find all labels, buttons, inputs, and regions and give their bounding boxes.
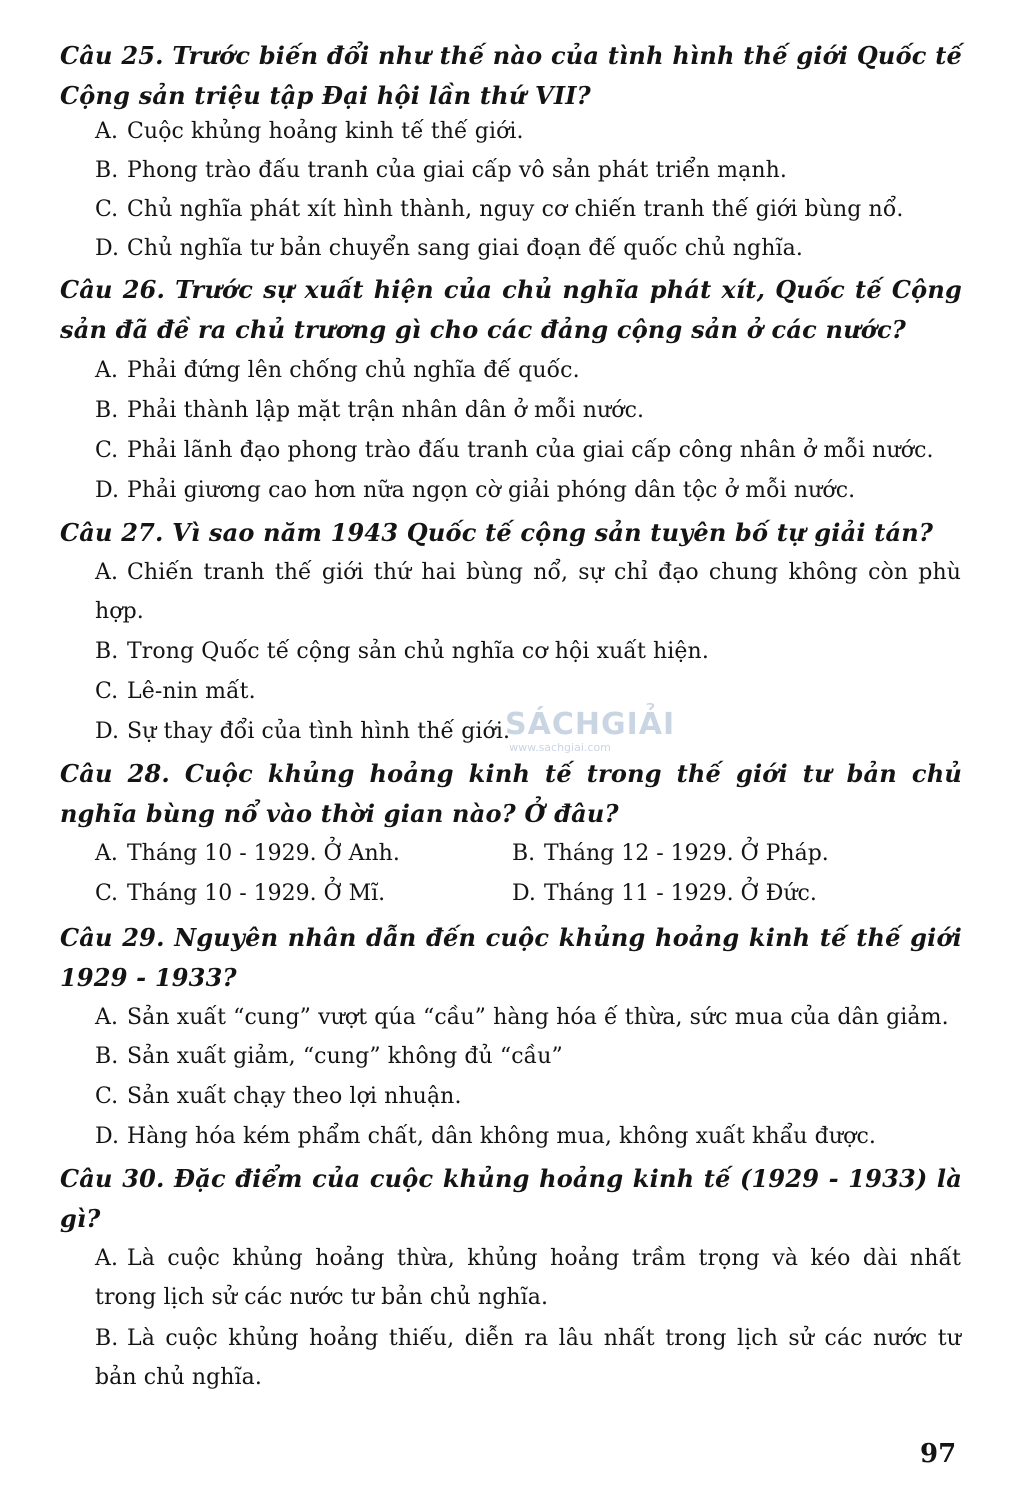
option-letter: B.: [512, 841, 536, 866]
option-text: Là cuộc khủng hoảng thiếu, diễn ra lâu nhất trong lịch sử các nước tư bản chủ nghĩa.: [95, 1326, 961, 1390]
question-25-option-b: [95, 151, 961, 190]
question-30-title: Câu 30. Đặc điểm của cuộc khủng hoảng kinh tế (1929 - 1933) là gì?: [60, 1164, 962, 1233]
option-text: Chủ nghĩa tư bản chuyển sang giai đoạn đế quốc chủ nghĩa.: [127, 236, 803, 261]
question-28-option-b: [512, 834, 829, 873]
option-letter: B.: [95, 639, 119, 664]
option-letter: A.: [95, 841, 118, 866]
question-28-title: Câu 28. Cuộc khủng hoảng kinh tế trong thế giới tư bản chủ nghĩa bùng nổ vào thời gian nào? Ở đâu?: [60, 759, 962, 828]
option-letter: B.: [95, 158, 119, 183]
question-26-option-d: [95, 471, 961, 510]
question-25-option-d: [95, 229, 961, 268]
option-text: Phong trào đấu tranh của giai cấp vô sản phát triển mạnh.: [127, 158, 787, 183]
option-text: Phải đứng lên chống chủ nghĩa đế quốc.: [127, 358, 580, 383]
question-29-title: Câu 29. Nguyên nhân dẫn đến cuộc khủng hoảng kinh tế thế giới 1929 - 1933?: [60, 923, 962, 992]
question-29-option-c: [95, 1077, 961, 1116]
option-letter: B.: [95, 398, 119, 423]
question-26-option-b: [95, 391, 961, 430]
option-letter: D.: [95, 719, 120, 744]
option-letter: C.: [95, 438, 119, 463]
option-text: Phải giương cao hơn nữa ngọn cờ giải phóng dân tộc ở mỗi nước.: [127, 478, 856, 503]
question-25-option-c: [95, 190, 961, 229]
question-29-option-a: [95, 998, 961, 1037]
option-text: Tháng 10 - 1929. Ở Mĩ.: [127, 881, 386, 906]
option-text: Phải thành lập mặt trận nhân dân ở mỗi nước.: [127, 398, 645, 423]
option-letter: B.: [95, 1326, 119, 1351]
question-30-option-a: [95, 1239, 961, 1317]
option-text: Lê-nin mất.: [127, 679, 256, 704]
question-27-option-c: [95, 672, 961, 711]
option-text: Sự thay đổi của tình hình thế giới.: [127, 719, 511, 744]
option-text: Chủ nghĩa phát xít hình thành, nguy cơ chiến tranh thế giới bùng nổ.: [127, 197, 904, 222]
option-text: Tháng 12 - 1929. Ở Pháp.: [544, 841, 829, 866]
option-letter: C.: [95, 197, 119, 222]
option-text: Chiến tranh thế giới thứ hai bùng nổ, sự chỉ đạo chung không còn phù hợp.: [95, 560, 961, 624]
page-number: 97: [920, 1439, 957, 1469]
option-text: Tháng 10 - 1929. Ở Anh.: [127, 841, 400, 866]
option-text: Sản xuất chạy theo lợi nhuận.: [127, 1084, 462, 1109]
question-30-option-b: [95, 1319, 961, 1397]
option-text: Phải lãnh đạo phong trào đấu tranh của giai cấp công nhân ở mỗi nước.: [127, 438, 934, 463]
option-letter: C.: [95, 881, 119, 906]
option-text: Hàng hóa kém phẩm chất, dân không mua, không xuất khẩu được.: [127, 1124, 876, 1149]
watermark-logo: [505, 707, 676, 754]
option-letter: D.: [95, 236, 120, 261]
option-text: Cuộc khủng hoảng kinh tế thế giới.: [127, 119, 524, 144]
question-26-title: Câu 26. Trước sự xuất hiện của chủ nghĩa phát xít, Quốc tế Cộng sản đã đề ra chủ trương gì cho các đảng cộng sản ở các nước?: [60, 275, 962, 344]
option-letter: D.: [95, 1124, 120, 1149]
question-28-option-a: [95, 834, 400, 873]
question-29-option-d: [95, 1117, 961, 1156]
option-letter: B.: [95, 1044, 119, 1069]
option-text: Sản xuất giảm, “cung” không đủ “cầu”: [127, 1044, 563, 1069]
question-27-option-a: [95, 553, 961, 631]
question-28-option-c: [95, 874, 385, 913]
option-letter: A.: [95, 1005, 119, 1030]
question-28-option-d: [512, 874, 817, 913]
option-letter: A.: [95, 1246, 119, 1271]
option-letter: C.: [95, 679, 119, 704]
question-26-option-c: [95, 431, 961, 470]
option-letter: A.: [95, 119, 119, 144]
question-29-option-b: [95, 1037, 961, 1076]
option-text: Sản xuất “cung” vượt qúa “cầu” hàng hóa ế thừa, sức mua của dân giảm.: [127, 1005, 949, 1030]
option-letter: A.: [95, 560, 119, 585]
question-27-title: Câu 27. Vì sao năm 1943 Quốc tế cộng sản tuyên bố tự giải tán?: [60, 518, 934, 547]
question-27-option-b: [95, 632, 961, 671]
option-letter: D.: [512, 881, 536, 906]
watermark-url: www.sachgiai.com: [509, 741, 611, 754]
option-letter: A.: [95, 358, 119, 383]
option-text: Là cuộc khủng hoảng thừa, khủng hoảng trầm trọng và kéo dài nhất trong lịch sử các nước tư bản chủ nghĩa.: [95, 1246, 961, 1310]
question-26-option-a: [95, 351, 961, 390]
option-text: Tháng 11 - 1929. Ở Đức.: [544, 881, 817, 906]
watermark-brand: SÁCHGIẢI: [505, 707, 676, 742]
option-letter: C.: [95, 1084, 119, 1109]
question-25-option-a: [95, 112, 961, 151]
option-letter: D.: [95, 478, 120, 503]
question-25-title: Câu 25. Trước biến đổi như thế nào của tình hình thế giới Quốc tế Cộng sản triệu tập Đại hội lần thứ VII?: [60, 41, 962, 110]
option-text: Trong Quốc tế cộng sản chủ nghĩa cơ hội xuất hiện.: [127, 639, 709, 664]
